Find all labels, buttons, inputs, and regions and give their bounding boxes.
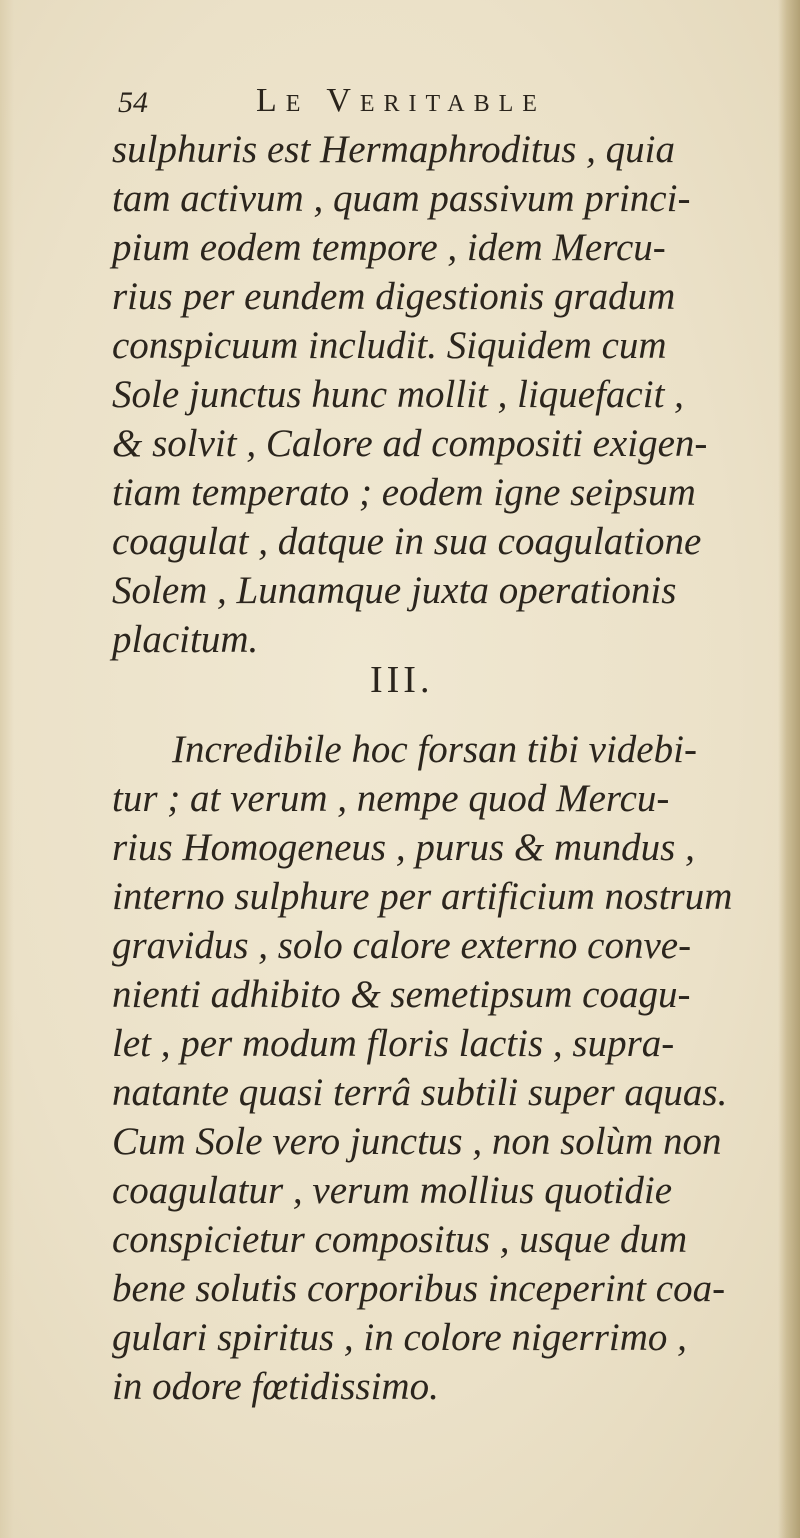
text-line: sulphuris est Hermaphroditus , quia	[112, 128, 676, 171]
text-line: conspicuum includit. Siquidem cum	[112, 324, 667, 367]
text-line: natante quasi terrâ subtili super aquas.	[112, 1071, 728, 1114]
text-line: placitum.	[112, 618, 259, 661]
text-line: interno sulphure per artificium nostrum	[112, 875, 733, 918]
text-line: let , per modum floris lactis , supra-	[112, 1022, 675, 1065]
section-number: III.	[370, 659, 434, 701]
text-line: rius Homogeneus , purus & mundus ,	[112, 826, 695, 869]
text-line: Cum Sole vero junctus , non solùm non	[112, 1120, 722, 1163]
text-line: & solvit , Calore ad compositi exigen-	[112, 422, 708, 465]
page-gutter-shadow	[0, 0, 14, 1538]
text-line: conspicietur compositus , usque dum	[112, 1218, 688, 1261]
text-line: tur ; at verum , nempe quod Mercu-	[112, 777, 670, 820]
text-line: tam activum , quam passivum princi-	[112, 177, 691, 220]
text-line: rius per eundem digestionis gradum	[112, 275, 676, 318]
page-number: 54	[118, 86, 148, 119]
text-line: bene solutis corporibus inceperint coa-	[112, 1267, 726, 1310]
text-line: tiam temperato ; eodem igne seipsum	[112, 471, 696, 514]
page-header	[118, 82, 678, 132]
text-line: Incredibile hoc forsan tibi videbi-	[172, 728, 697, 771]
text-line: gulari spiritus , in colore nigerrimo ,	[112, 1316, 687, 1359]
text-line: Sole junctus hunc mollit , liquefacit ,	[112, 373, 684, 416]
text-line: coagulatur , verum mollius quotidie	[112, 1169, 673, 1212]
text-line: pium eodem tempore , idem Mercu-	[112, 226, 666, 269]
text-line: gravidus , solo calore externo conve-	[112, 924, 692, 967]
running-title: Le Veritable	[256, 82, 546, 119]
text-line: in odore fœtidissimo.	[112, 1365, 439, 1408]
text-line: coagulat , datque in sua coagulatione	[112, 520, 702, 563]
text-line: nienti adhibito & semetipsum coagu-	[112, 973, 691, 1016]
text-line: Solem , Lunamque juxta operationis	[112, 569, 677, 612]
page-edge-shadow	[778, 0, 800, 1538]
